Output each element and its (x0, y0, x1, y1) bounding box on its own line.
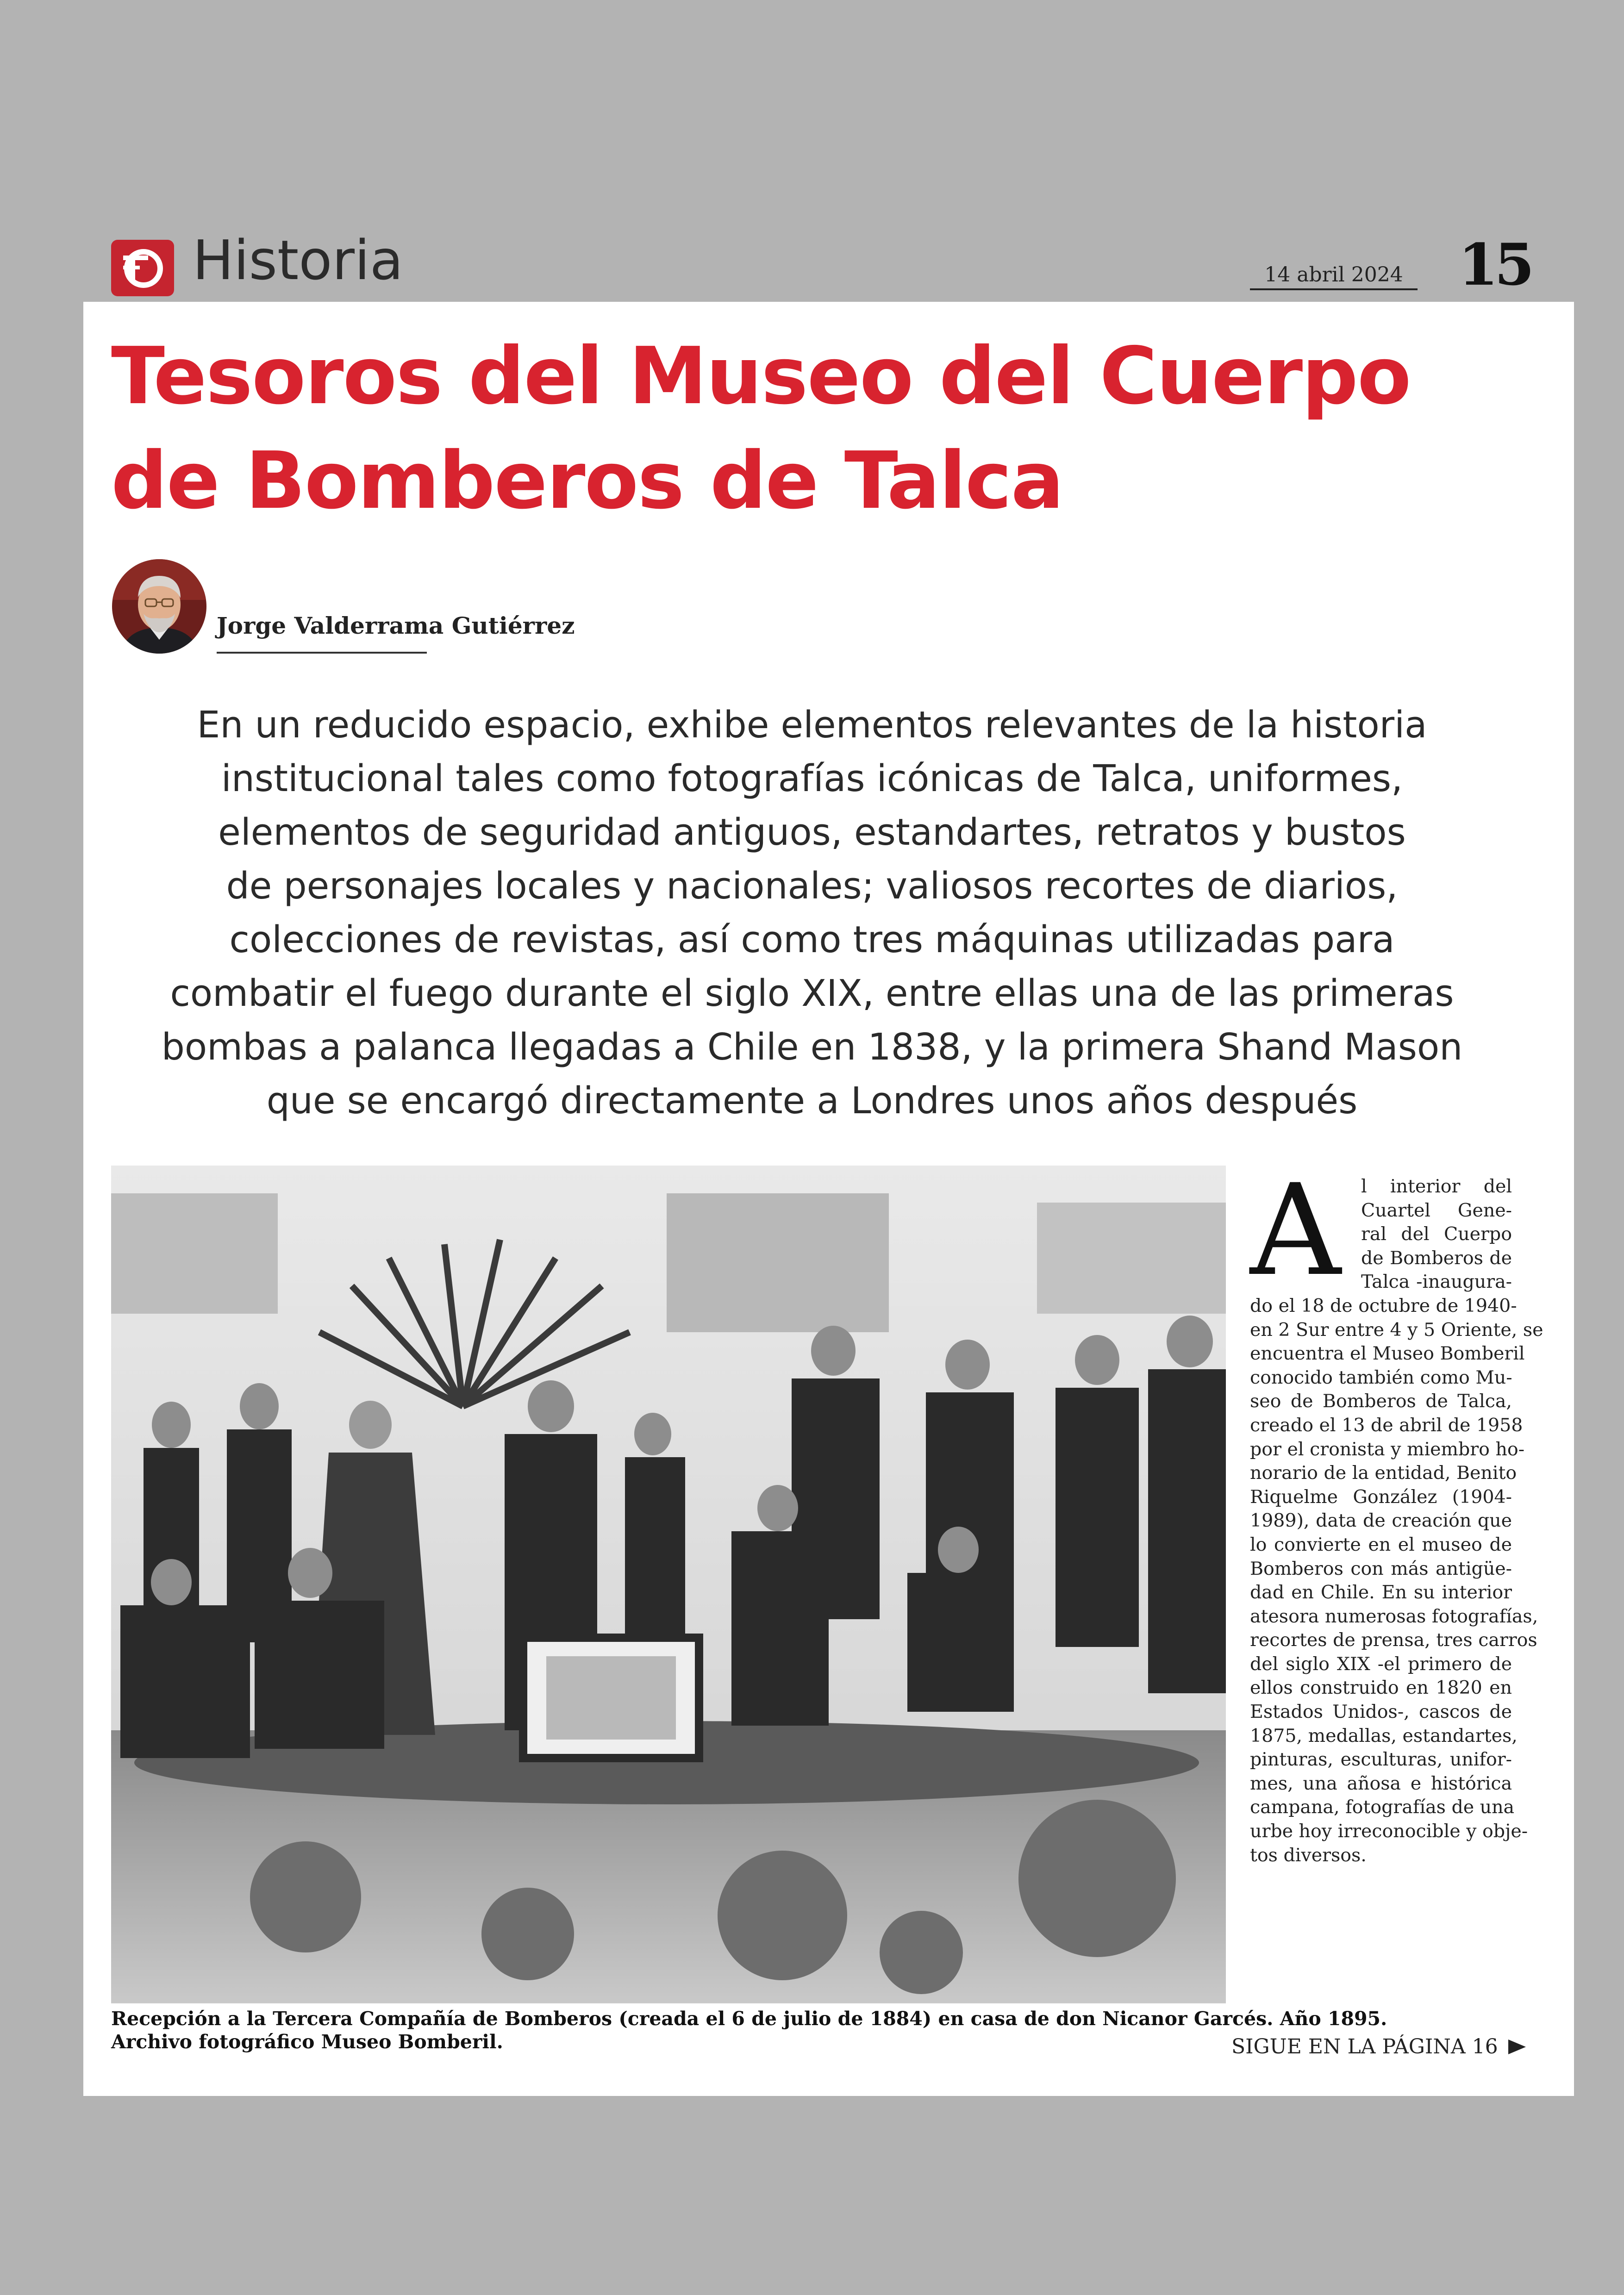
drop-cap: A (1250, 1158, 1341, 1304)
body-line: mes, una añosa e histórica (1250, 1772, 1512, 1794)
body-line: lo convierte en el museo de (1250, 1534, 1512, 1555)
historic-photo (111, 1166, 1226, 2003)
continue-label: SIGUE EN LA PÁGINA 16 (1231, 2035, 1498, 2058)
headline-line: de Bomberos de Talca (111, 435, 1063, 527)
body-line: Riquelme González (1904- (1250, 1486, 1512, 1508)
body-line: atesora numerosas fotografías, (1250, 1605, 1538, 1627)
body-line: encuentra el Museo Bomberil (1250, 1343, 1525, 1365)
body-line: ral del Cuerpo (1361, 1223, 1512, 1245)
body-line: dad en Chile. En su interior (1250, 1582, 1512, 1603)
lead-line: bombas a palanca llegadas a Chile en 1838, y la primera Shand Mason (161, 1026, 1463, 1068)
lead-line: de personajes locales y nacionales; valiosos recortes de diarios, (226, 865, 1398, 907)
lead-line: que se encargó directamente a Londres unos años después (266, 1079, 1358, 1122)
author-name: Jorge Valderrama Gutiérrez (217, 612, 575, 639)
page-number: 15 (1458, 231, 1531, 299)
byline-rule (217, 652, 427, 654)
body-line: do el 18 de octubre de 1940- (1250, 1295, 1517, 1316)
article-body (1250, 1175, 1543, 1867)
caption-line: Recepción a la Tercera Compañía de Bomberos (creada el 6 de julio de 1884) en casa de don Nicanor Garcés. Año 1895. (111, 2008, 1387, 2030)
lead-line: elementos de seguridad antiguos, estandartes, retratos y bustos (218, 811, 1406, 854)
newspaper-logo-icon (111, 240, 174, 296)
caption-line: Archivo fotográfico Museo Bomberil. (111, 2031, 503, 2053)
body-line: Estados Unidos-, cascos de (1250, 1701, 1512, 1723)
body-line: pinturas, esculturas, unifor- (1250, 1749, 1512, 1771)
body-line: campana, fotografías de una (1250, 1796, 1515, 1818)
body-line: en 2 Sur entre 4 y 5 Oriente, se (1250, 1319, 1543, 1341)
issue-date: 14 abril 2024 (1250, 263, 1418, 290)
lead-line: combatir el fuego durante el siglo XIX, entre ellas una de las primeras (170, 972, 1454, 1015)
body-line: Talca -inaugura- (1361, 1271, 1512, 1293)
lead-line: colecciones de revistas, así como tres máquinas utilizadas para (229, 918, 1395, 961)
body-line: por el cronista y miembro ho- (1250, 1438, 1525, 1460)
lead-line: institucional tales como fotografías icónicas de Talca, uniformes, (221, 757, 1403, 800)
body-line: de Bomberos de (1361, 1247, 1512, 1269)
article-headline (111, 324, 1546, 533)
body-line: 1989), data de creación que (1250, 1510, 1512, 1532)
body-line: 1875, medallas, estandartes, (1250, 1725, 1518, 1746)
article-lead (111, 698, 1513, 1128)
body-line: Cuartel Gene- (1361, 1199, 1512, 1221)
body-line: recortes de prensa, tres carros (1250, 1629, 1537, 1651)
continue-link[interactable] (1231, 2035, 1512, 2058)
body-line: creado el 13 de abril de 1958 (1250, 1414, 1523, 1436)
arrow-right-icon (1508, 2039, 1526, 2054)
author-avatar (111, 558, 207, 655)
body-line: ellos construido en 1820 en (1250, 1677, 1512, 1699)
section-title: Historia (193, 228, 404, 292)
body-line: conocido también como Mu- (1250, 1366, 1512, 1388)
lead-line: En un reducido espacio, exhibe elementos relevantes de la historia (197, 704, 1427, 746)
body-line: Bomberos con más antigüe- (1250, 1558, 1512, 1579)
body-line: seo de Bomberos de Talca, (1250, 1391, 1512, 1412)
photo-caption (111, 2007, 1387, 2053)
body-line: del siglo XIX -el primero de (1250, 1653, 1512, 1675)
body-line: tos diversos. (1250, 1844, 1367, 1866)
body-line: urbe hoy irreconocible y obje- (1250, 1821, 1528, 1842)
headline-line: Tesoros del Museo del Cuerpo (111, 331, 1411, 422)
body-line: l interior del (1361, 1176, 1512, 1197)
body-line: norario de la entidad, Benito (1250, 1462, 1517, 1484)
